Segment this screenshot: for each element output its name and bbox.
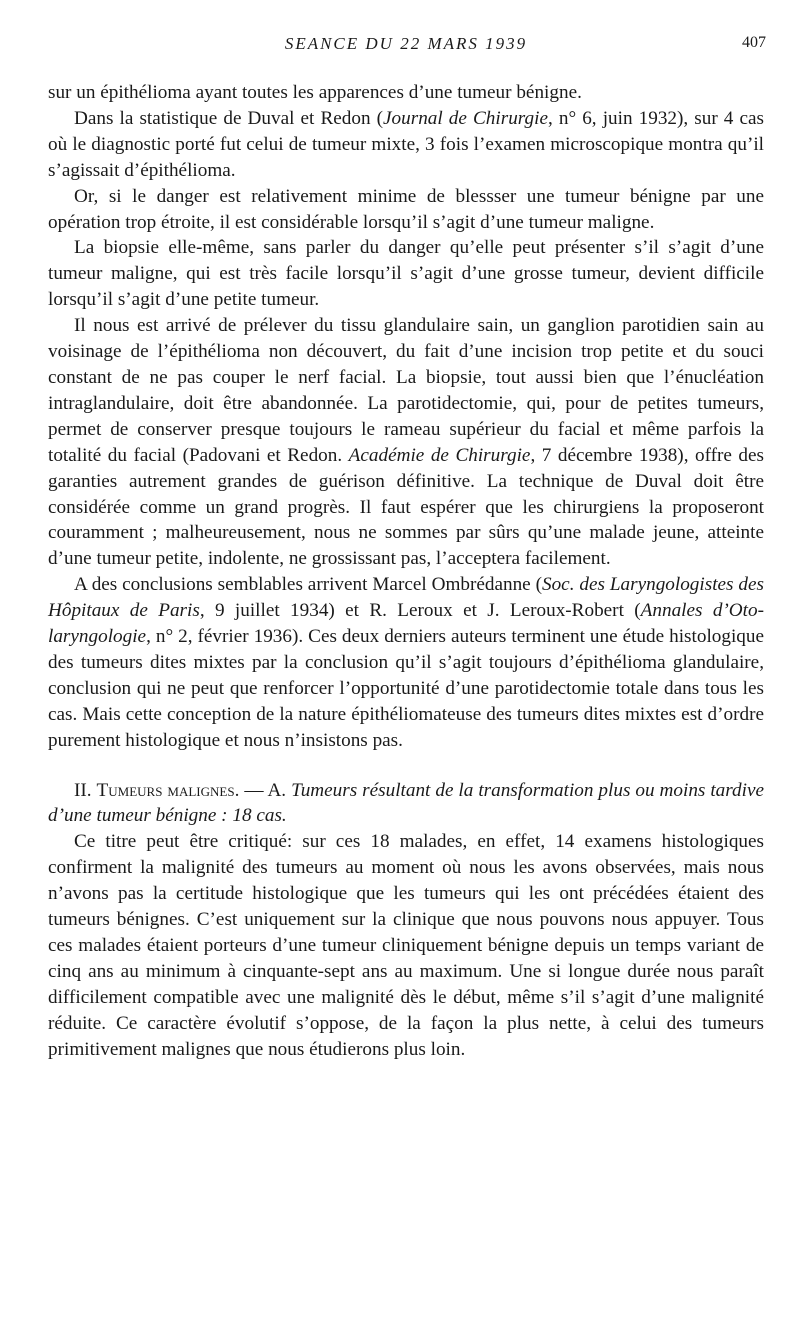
paragraph-continuation (48, 80, 764, 106)
section-title: Tumeurs malignes. (96, 779, 240, 801)
paragraph-duval-statistique (48, 106, 764, 184)
running-head: SEANCE DU 22 MARS 1939 (284, 34, 528, 53)
section-number: II. (74, 779, 97, 801)
paragraph-text: Or, si le danger est relativement minime de blessser une tumeur bénigne par une opération trop étroite, il est considérable lorsqu’il s’agit d’une tumeur maligne. (48, 185, 764, 233)
text-run: , 9 juillet 1934) et R. Leroux et J. Leroux-Robert ( (199, 600, 641, 622)
paragraph-biopsie (48, 235, 764, 313)
section-heading (48, 778, 764, 830)
text-run: Il nous est arrivé de prélever du tissu glandulaire sain, un ganglion parotidien sain au voisinage de l’épithélioma non découvert, du fait d’une incision trop petite et du souci constant de ne pas couper le nerf facial. La biopsie, tout aussi bien que l’énucléation intraglandulaire, doit être abandonnée. La parotidectomie, qui, pour de petites tumeurs, permet de conserver presque toujours le rameau supérieur du facial et même parfois la totalité du facial (Padovani et Redon. (48, 315, 764, 466)
paragraph-text: La biopsie elle-même, sans parler du danger qu’elle peut présenter s’il s’agit d’une tumeur maligne, qui est très facile lorsqu’il s’agit d’une grosse tumeur, devient difficile lorsqu’il s’agit d’une petite tumeur. (48, 237, 764, 311)
paragraph-titre-critique (48, 829, 764, 1062)
society-citation: Soc. des Laryngologistes des Hôpitaux de Paris (48, 574, 764, 622)
text-run: , n° 2, février 1936). Ces deux derniers auteurs terminent une étude histologique des tumeurs dites mixtes par la conclusion qu’il s’agit toujours d’épithélioma glandulaire, conclusion qui ne peut que renforcer l’opportunité d’une parotidectomie totale dans tous les cas. Mais cette conception de la nature épithéliomateuse des tumeurs dites mixtes est d’ordre purement histologique et nous n’insistons pas. (48, 626, 764, 751)
paragraph-parotidectomie (48, 313, 764, 572)
text-run: , n° 6, juin 1932), sur 4 cas où le diagnostic porté fut celui de tumeur mixte, 3 fois l’examen microscopique montra qu’il s’agissait d’épithélioma. (48, 107, 764, 181)
academie-citation: Académie de Chirurgie (348, 444, 531, 466)
section-subtitle: Tumeurs résultant de la transformation plus ou moins tardive d’une tumeur bénigne : 18 cas. (48, 779, 764, 827)
section-dash: — A. (239, 779, 292, 801)
paragraph-danger (48, 184, 764, 236)
text-run: Dans la statistique de Duval et Redon ( (74, 107, 384, 129)
page-header (48, 30, 764, 60)
body-text (48, 80, 764, 1063)
page-number: 407 (742, 34, 766, 51)
text-run: A des conclusions semblables arrivent Marcel Ombrédanne ( (74, 574, 542, 596)
document-page (48, 30, 764, 1063)
paragraph-conclusions (48, 572, 764, 753)
text-run: , 7 décembre 1938), offre des garanties autrement grandes de guérison définitive. La technique de Duval doit être considérée comme un grand progrès. Il faut espérer que les chirurgiens la proposeront couramment ; malheureusement, nous ne sommes par sûrs qu’une malade jeune, atteinte d’une tumeur petite, indolente, ne grossissant pas, l’acceptera facilement. (48, 444, 765, 570)
journal-citation: Journal de Chirurgie (383, 107, 548, 129)
paragraph-text: sur un épithélioma ayant toutes les apparences d’une tumeur bénigne. (48, 82, 582, 103)
annales-citation: Annales d’Oto-laryngologie (48, 600, 764, 648)
paragraph-text: Ce titre peut être critiqué: sur ces 18 malades, en effet, 14 examens histologiques confirment la malignité des tumeurs au moment où nous les avons observées, mais nous n’avons pas la certitude histologique que les tumeurs qui les ont précédées étaient des tumeurs bénignes. C’est uniquement sur la clinique que nous pouvons nous appuyer. Tous ces malades étaient porteurs d’une tumeur cliniquement bénigne depuis un temps variant de cinq ans au minimum à cinquante-sept ans au maximum. Une si longue durée nous paraît difficilement compatible avec une malignité dès le début, même s’il s’agit d’une malignité réduite. Ce caractère évolutif s’oppose, de la façon la plus nette, à celui des tumeurs primitivement malignes que nous étudierons plus loin. (48, 831, 764, 1060)
